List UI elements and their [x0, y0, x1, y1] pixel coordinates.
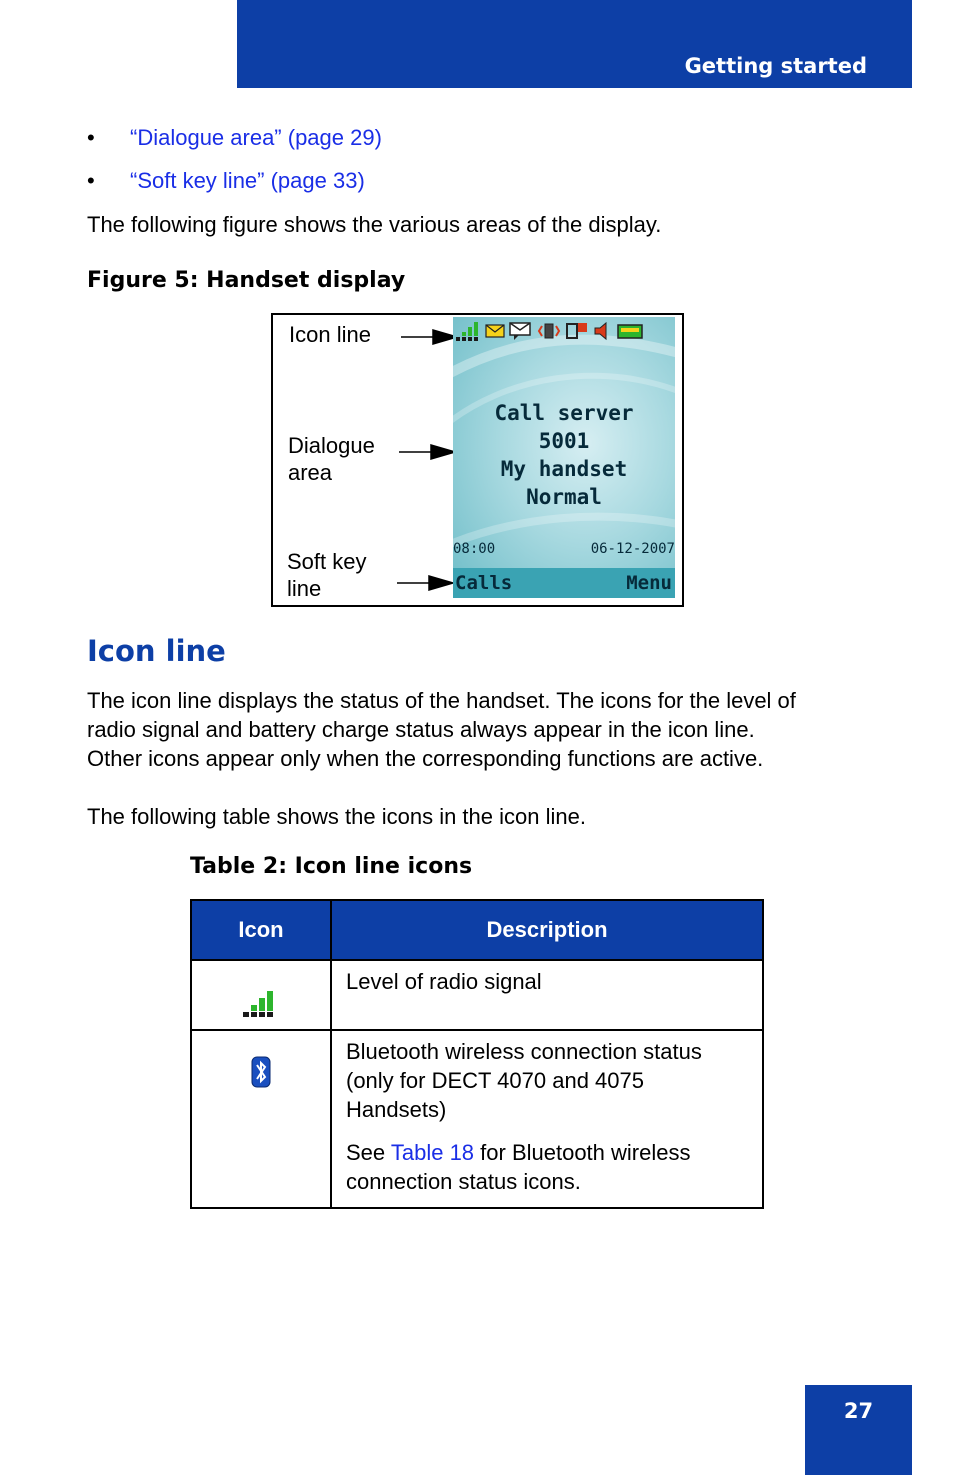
softkey-menu: Menu: [626, 572, 672, 594]
bullet-marker: •: [87, 168, 95, 193]
bullet-item: [87, 125, 382, 151]
speaker-icon: [593, 321, 613, 341]
message-icon: [509, 321, 533, 341]
handset-screen: [453, 317, 675, 598]
screen-dialogue-area: [453, 399, 675, 511]
call-divert-icon: [565, 321, 589, 341]
section-paragraph-line2: radio signal and battery charge status always appear in the icon line.: [87, 717, 755, 742]
page-number: 27: [843, 1399, 874, 1423]
battery-icon: [617, 321, 645, 341]
bullet-item: [87, 168, 365, 194]
section-paragraph-2: The following table shows the icons in the icon line.: [87, 804, 586, 829]
page-number-box: [805, 1385, 912, 1475]
envelope-icon: [485, 322, 505, 340]
screen-line-call-server: Call server: [494, 401, 634, 425]
table-header-row: [191, 900, 763, 960]
column-header-description: Description: [331, 900, 763, 960]
section-heading: Icon line: [87, 634, 226, 668]
header-title: Getting started: [684, 54, 867, 78]
description-text: Bluetooth wireless connection status (only for DECT 4070 and 4075 Handsets): [346, 1039, 702, 1122]
table-row: [191, 1030, 763, 1208]
screen-line-handset-name: My handset: [500, 457, 628, 481]
table-row: [191, 960, 763, 1030]
link-soft-key-line[interactable]: “Soft key line” (page 33): [130, 168, 365, 193]
intro-text: The following figure shows the various areas of the display.: [87, 212, 662, 237]
screen-line-number: 5001: [538, 429, 590, 453]
figure-caption: Figure 5: Handset display: [87, 268, 406, 293]
vibrate-icon: [537, 321, 561, 341]
arrow-icon-line: [401, 330, 457, 344]
section-paragraph-line3: Other icons appear only when the corresponding functions are active.: [87, 746, 764, 771]
signal-bars-icon: [241, 982, 281, 1022]
softkey-calls: Calls: [455, 572, 513, 594]
table-caption: Table 2: Icon line icons: [190, 854, 473, 879]
handset-display-figure: [271, 313, 684, 607]
screen-time: 08:00: [453, 541, 496, 557]
signal-bars-icon: [455, 320, 481, 342]
screen-status-line: [453, 541, 675, 561]
bluetooth-icon: [249, 1056, 273, 1088]
section-paragraph-line1: The icon line displays the status of the handset. The icons for the level of: [87, 688, 796, 713]
link-table-18[interactable]: Table 18: [390, 1140, 475, 1165]
description-cell: [331, 960, 763, 1030]
link-dialogue-area[interactable]: “Dialogue area” (page 29): [130, 125, 382, 150]
icon-cell: [191, 960, 331, 1030]
label-soft-key-line1: Soft key: [287, 549, 367, 574]
column-header-icon: Icon: [191, 900, 331, 960]
icon-cell: [191, 1030, 331, 1208]
screen-line-profile: Normal: [526, 485, 602, 509]
description-cell: [331, 1030, 763, 1208]
label-dialogue-area-line2: area: [288, 460, 333, 485]
description-see-note: [346, 1138, 748, 1196]
label-icon-line: Icon line: [289, 322, 371, 347]
header-bar: [237, 0, 912, 88]
icon-line-table: [190, 899, 764, 1209]
label-soft-key-line2: line: [287, 576, 322, 601]
label-dialogue-area-line1: Dialogue: [288, 433, 375, 458]
bullet-marker: •: [87, 125, 95, 150]
see-prefix: See: [346, 1140, 391, 1165]
arrow-dialogue-area: [399, 445, 455, 459]
description-text: Level of radio signal: [346, 969, 542, 994]
see-suffix: for Bluetooth wireless connection status icons.: [346, 1140, 691, 1194]
screen-soft-key-line: [453, 568, 675, 598]
screen-date: 06-12-2007: [590, 541, 675, 557]
arrow-soft-key-line: [397, 576, 453, 590]
screen-icon-line: [453, 317, 675, 345]
